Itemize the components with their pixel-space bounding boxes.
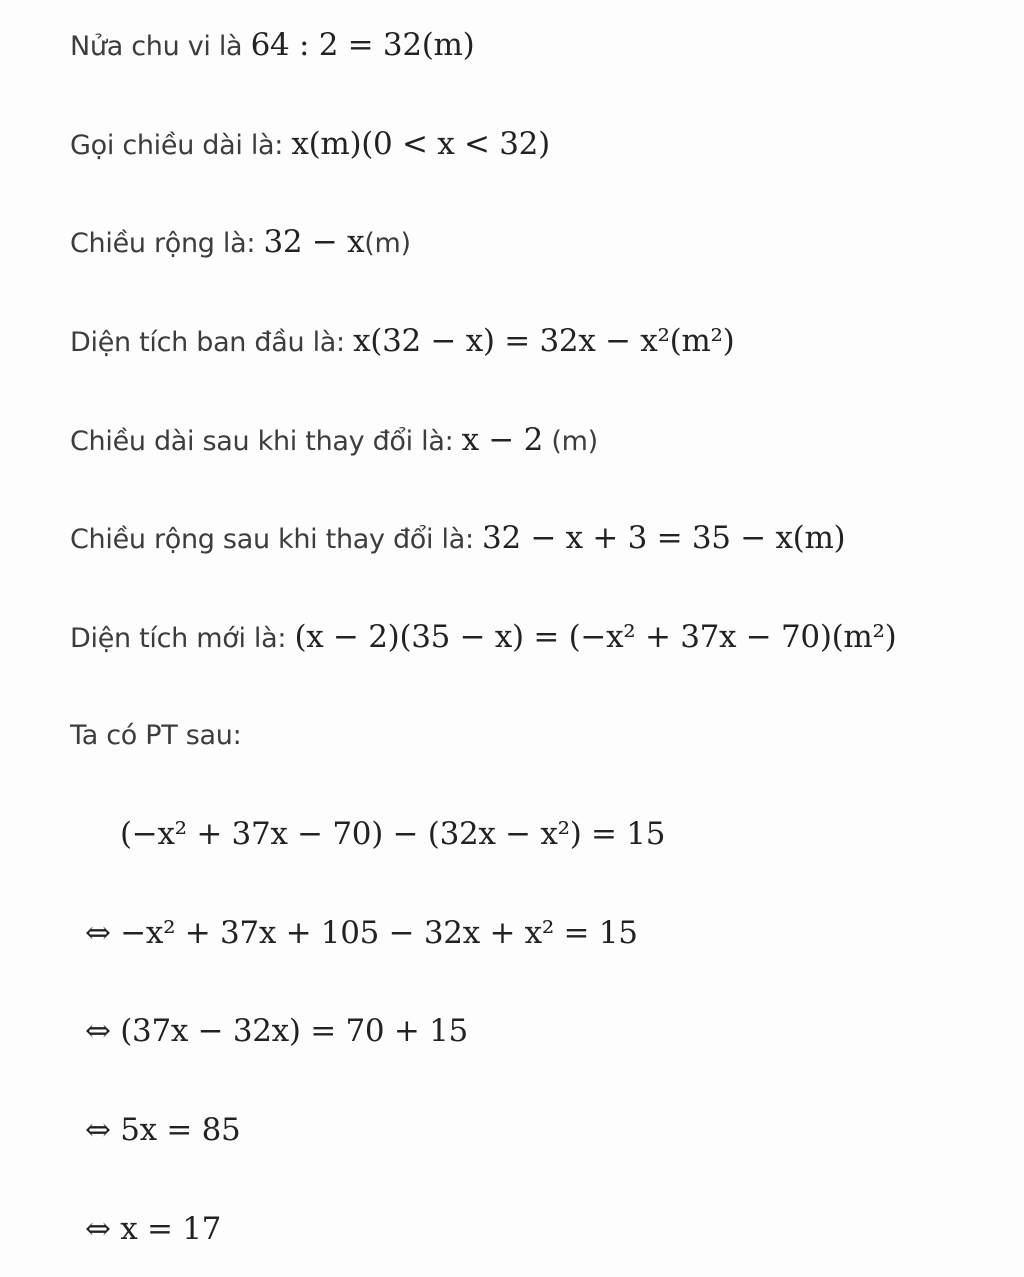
- equation-math: ⇔ x = 17: [85, 1211, 222, 1247]
- width-line: [70, 222, 411, 264]
- new-width-line: [70, 518, 845, 560]
- equation-line: [85, 913, 638, 955]
- line-text: Chiều rộng là:: [70, 228, 264, 259]
- equation-intro-line: [70, 716, 241, 756]
- line-math: x(32 − x) = 32x − x²(m²): [353, 323, 735, 359]
- new-length-line: [70, 420, 598, 462]
- line-math: x(m)(0 < x < 32): [291, 126, 550, 162]
- half-perimeter-line: [70, 25, 474, 67]
- line-text: Gọi chiều dài là:: [70, 130, 292, 161]
- line-text: Nửa chu vi là: [70, 31, 251, 62]
- line-text: Chiều dài sau khi thay đổi là:: [70, 426, 462, 457]
- line-math: 32 − x: [263, 224, 365, 260]
- equation-math: (−x² + 37x − 70) − (32x − x²) = 15: [120, 816, 666, 852]
- equation-line: [85, 1011, 468, 1053]
- line-math: (x − 2)(35 − x) = (−x² + 37x − 70)(m²): [294, 619, 897, 655]
- equation-math: ⇔ 5x = 85: [85, 1112, 241, 1148]
- line-math: 64 : 2 = 32(m): [250, 27, 475, 63]
- line-unit: (m): [364, 228, 411, 259]
- length-variable-line: [70, 124, 550, 166]
- line-math: 32 − x + 3 = 35 − x(m): [482, 520, 846, 556]
- initial-area-line: [70, 321, 734, 363]
- line-unit: (m): [543, 426, 598, 457]
- equation-line: [85, 1209, 221, 1251]
- line-text: Ta có PT sau:: [70, 720, 242, 751]
- line-math: x − 2: [461, 422, 544, 458]
- equation-math: ⇔ −x² + 37x + 105 − 32x + x² = 15: [85, 915, 638, 951]
- equation-line: [85, 1110, 240, 1152]
- line-text: Chiều rộng sau khi thay đổi là:: [70, 524, 483, 555]
- equation-line: [120, 814, 665, 856]
- line-text: Diện tích mới là:: [70, 623, 295, 654]
- new-area-line: [70, 617, 896, 659]
- line-text: Diện tích ban đầu là:: [70, 327, 354, 358]
- equation-math: ⇔ (37x − 32x) = 70 + 15: [85, 1013, 468, 1049]
